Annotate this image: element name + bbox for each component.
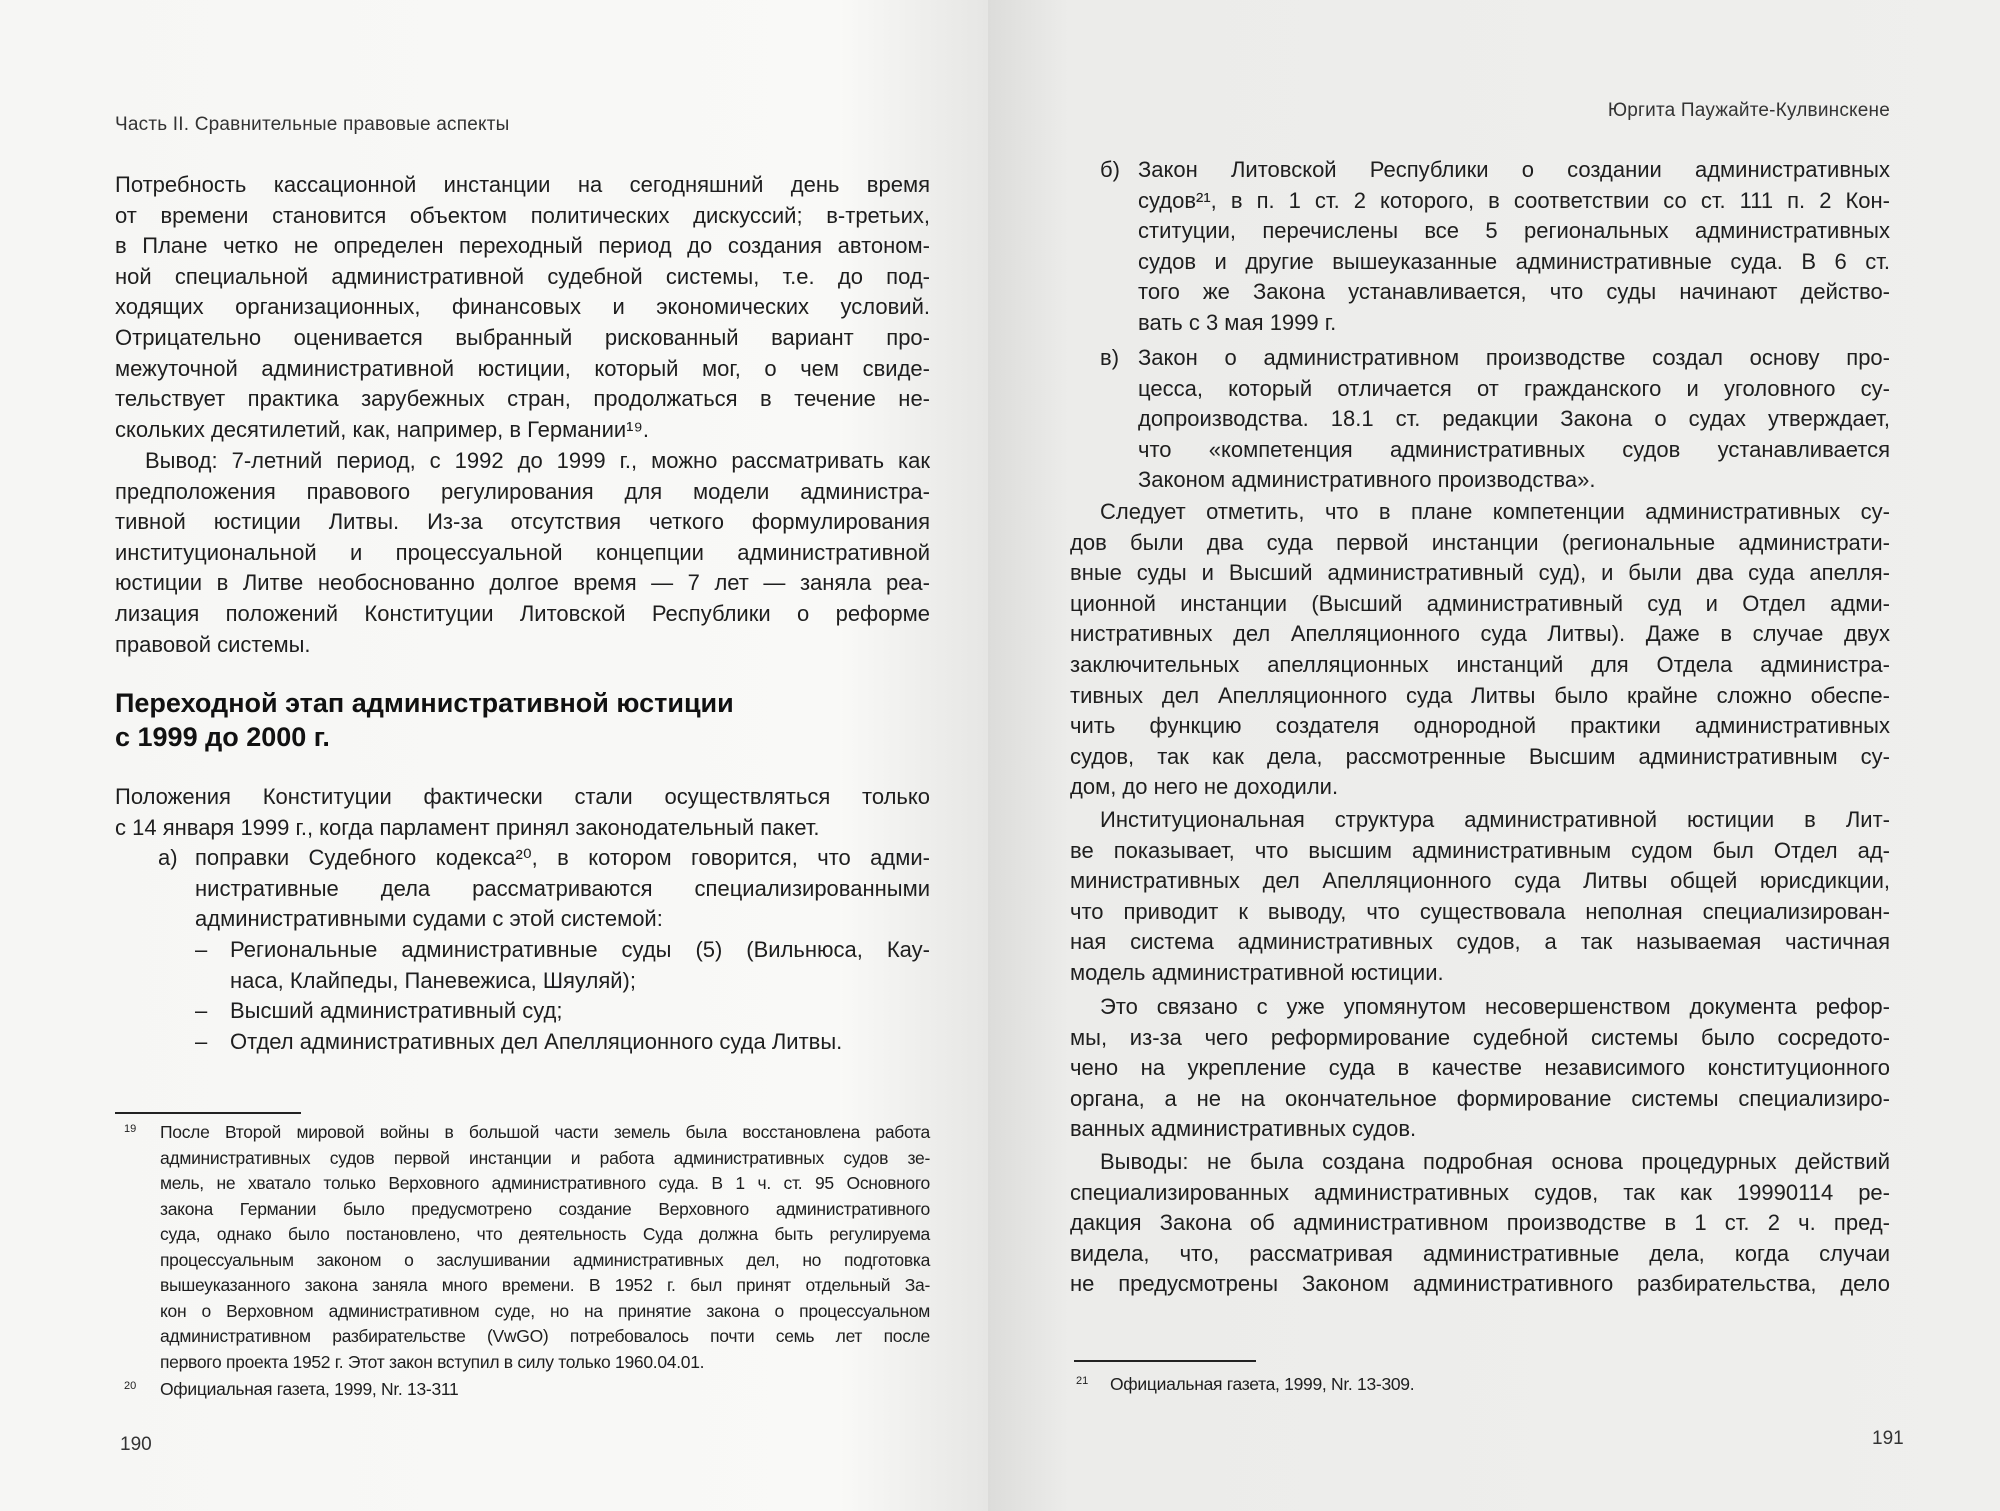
text-line: Положения Конституции фактически стали осуществляться только	[115, 784, 930, 809]
footnote	[160, 1377, 930, 1403]
paragraph	[1070, 1147, 1890, 1300]
text-line: видела, что, рассматривая административные дела, когда случаи	[1070, 1240, 1890, 1266]
paragraph	[1070, 497, 1890, 803]
text-line: тивных дел Апелляционного суда Литвы было крайне сложно обеспе-	[1070, 682, 1890, 708]
text-line: заключительных апелляционных инстанций для Отдела администра-	[1070, 651, 1890, 677]
text-line: судов²¹, в п. 1 ст. 2 которого, в соответствии со ст. 111 п. 2 Кон-	[1138, 187, 1890, 213]
text-line: Отрицательно оценивается выбранный рискованный вариант про-	[115, 324, 930, 350]
text-line: ной специальной административной судебной системы, т.е. до под-	[115, 263, 930, 289]
heading-line: Переходной этап административной юстиции	[115, 688, 734, 718]
text-line: административных судов первой инстанции и работа административных судов зе-	[160, 1147, 930, 1168]
text-line: вать с 3 мая 1999 г.	[1138, 309, 1337, 335]
text-line: Закон Литовской Республики о создании административных	[1138, 157, 1890, 182]
list-item	[1138, 155, 1890, 339]
text-line: от времени становится объектом политических дискуссий; в-третьих,	[115, 202, 930, 228]
footnote	[160, 1120, 930, 1375]
text-line: Официальная газета, 1999, Nr. 13-309.	[1110, 1374, 1415, 1394]
text-line: Вывод: 7-летний период, с 1992 до 1999 г., можно рассматривать как	[145, 448, 930, 473]
text-line: мель, не хватало только Верховного административного суда. В 1 ч. ст. 95 Основного	[160, 1173, 930, 1193]
text-line: ная система административных судов, а так называемая частичная	[1070, 929, 1890, 955]
text-line: что приводит к выводу, что существовала неполная специализирован-	[1070, 898, 1890, 924]
text-line: в Плане четко не определен переходный период до создания автоном-	[115, 233, 930, 259]
text-line: судов и другие вышеуказанные административные суда. В 6 ст.	[1138, 248, 1890, 274]
text-line: что «компетенция административных судов устанавливается	[1138, 436, 1890, 462]
text-line: модель административной юстиции.	[1070, 959, 1444, 985]
text-line: с 14 января 1999 г., когда парламент принял законодательный пакет.	[115, 814, 820, 840]
list-item	[230, 935, 930, 996]
list-item	[230, 996, 930, 1027]
footnote	[1110, 1372, 1890, 1398]
paragraph	[1070, 992, 1890, 1145]
text-line: закона Германии было предусмотрено создание Верховного административного	[160, 1198, 930, 1219]
section-heading	[115, 686, 734, 754]
text-line: дов были два суда первой инстанции (региональные администрати-	[1070, 529, 1890, 555]
text-line: мы, из-за чего реформирование судебной системы было сосредото-	[1070, 1024, 1890, 1050]
text-line: административном разбирательстве (VwGO) потребовалось почти семь лет после	[160, 1326, 930, 1346]
text-line: Следует отметить, что в плане компетенции административных су-	[1100, 499, 1890, 524]
list-item	[1138, 343, 1890, 496]
text-line: первого проекта 1952 г. Этот закон вступил в силу только 1960.04.01.	[160, 1351, 705, 1372]
text-line: административными судами с этой системой:	[195, 906, 663, 932]
list-marker: а)	[158, 845, 178, 870]
list-marker: –	[195, 1029, 208, 1054]
paragraph	[1070, 805, 1890, 989]
text-line: скольких десятилетий, как, например, в Германии¹⁹.	[115, 416, 650, 442]
footnote-number: 21	[1076, 1375, 1089, 1387]
text-line: ходящих организационных, финансовых и экономических условий.	[115, 294, 930, 320]
list-marker: –	[195, 937, 208, 962]
text-line: институциональной и процессуальной концепции административной	[115, 539, 930, 565]
text-line: наса, Клайпеды, Паневежиса, Шяуляй);	[230, 967, 636, 993]
text-line: ванных административных судов.	[1070, 1116, 1417, 1142]
text-line: органа, а не на окончательное формирование системы специализиро-	[1070, 1085, 1890, 1111]
footnote-divider	[115, 1112, 301, 1114]
text-line: Официальная газета, 1999, Nr. 13-311	[160, 1379, 459, 1399]
text-line: дакция Закона об административном производстве в 1 ст. 2 ч. пред-	[1070, 1210, 1890, 1236]
text-line: не предусмотрены Законом административного разбирательства, дело	[1070, 1271, 1890, 1297]
text-line: нистративных дел Апелляционного суда Литвы). Даже в случае двух	[1070, 621, 1890, 647]
text-line: Закон о административном производстве создал основу про-	[1138, 345, 1890, 370]
text-line: Потребность кассационной инстанции на сегодняшний день время	[115, 172, 930, 197]
text-line: Выводы: не была создана подробная основа процедурных действий	[1100, 1149, 1890, 1174]
text-line: вышеуказанного закона заняла много времени. В 1952 г. был принят отдельный За-	[160, 1275, 930, 1295]
list-item	[230, 1027, 930, 1058]
text-line: министративных дел Апелляционного суда Литвы общей юрисдикции,	[1070, 868, 1890, 894]
text-line: лизация положений Конституции Литовской Республики о реформе	[115, 600, 930, 626]
running-head: Юргита Паужайте-Кулвинскене	[1607, 100, 1890, 121]
text-line: правовой системы.	[115, 631, 311, 657]
text-line: специализированных административных судов, так как 19990114 ре-	[1070, 1179, 1890, 1205]
text-line: дом, до него не доходили.	[1070, 774, 1339, 800]
text-line: того же Закона устанавливается, что суды начинают действо-	[1138, 279, 1890, 305]
left-page	[0, 0, 988, 1511]
page-number: 191	[1872, 1428, 1904, 1449]
text-line: вные суды и Высший административный суд), и были два суда апелля-	[1070, 560, 1890, 586]
running-head: Часть II. Сравнительные правовые аспекты	[115, 114, 510, 135]
heading-line: с 1999 до 2000 г.	[115, 722, 330, 752]
page-number: 190	[120, 1434, 152, 1455]
text-line: чить функцию создателя однородной практики административных	[1070, 713, 1890, 739]
text-line: Законом административного производства».	[1138, 467, 1596, 493]
text-line: Институциональная структура административной юстиции в Лит-	[1100, 807, 1890, 832]
text-line: Отдел административных дел Апелляционного суда Литвы.	[230, 1029, 843, 1054]
paragraph	[115, 782, 930, 843]
list-marker: б)	[1100, 157, 1120, 182]
text-line: юстиции в Литве необоснованно долгое время — 7 лет — заняла реа-	[115, 570, 930, 596]
paragraph	[115, 170, 930, 445]
text-line: межуточной административной юстиции, который мог, о чем свиде-	[115, 355, 930, 381]
text-line: Региональные административные суды (5) (Вильнюса, Кау-	[230, 937, 930, 962]
text-line: нистративные дела рассматриваются специализированными	[195, 875, 930, 901]
text-line: допроизводства. 18.1 ст. редакции Закона о судах утверждает,	[1138, 406, 1890, 432]
text-line: судов, так как дела, рассмотренные Высшим административным су-	[1070, 743, 1890, 769]
footnote-number: 20	[124, 1380, 137, 1392]
footnote-divider	[1074, 1360, 1256, 1362]
text-line: цесса, который отличается от гражданского и уголовного су-	[1138, 375, 1890, 401]
text-line: суда, однако было постановлено, что деятельность Суда должна быть регулируема	[160, 1224, 930, 1244]
footnote-number: 19	[124, 1123, 137, 1135]
text-line: ституции, перечислены все 5 региональных административных	[1138, 218, 1890, 244]
text-line: Это связано с уже упомянутом несовершенством документа рефор-	[1100, 994, 1890, 1019]
text-line: Высший административный суд;	[230, 998, 563, 1023]
text-line: ционной инстанции (Высший административный суд и Отдел адми-	[1070, 590, 1890, 616]
text-line: тельствует практика зарубежных стран, продолжаться в течение не-	[115, 386, 930, 412]
list-marker: –	[195, 998, 208, 1023]
text-line: ве показывает, что высшим административным судом был Отдел ад-	[1070, 837, 1890, 863]
text-line: предположения правового регулирования для модели администра-	[115, 478, 930, 504]
paragraph	[115, 446, 930, 660]
text-line: кон о Верховном административном суде, но на принятие закона о процессуальном	[160, 1300, 930, 1321]
text-line: поправки Судебного кодекса²⁰, в котором говорится, что адми-	[195, 845, 930, 870]
list-item	[195, 843, 930, 935]
text-line: После Второй мировой войны в большой части земель была восстановлена работа	[160, 1122, 930, 1142]
list-marker: в)	[1100, 345, 1120, 370]
text-line: чено на укрепление суда в качестве независимого конституционного	[1070, 1055, 1890, 1081]
text-line: тивной юстиции Литвы. Из-за отсутствия четкого формулирования	[115, 509, 930, 535]
text-line: процессуальным законом о заслушивании административных дел, но подготовка	[160, 1249, 930, 1270]
